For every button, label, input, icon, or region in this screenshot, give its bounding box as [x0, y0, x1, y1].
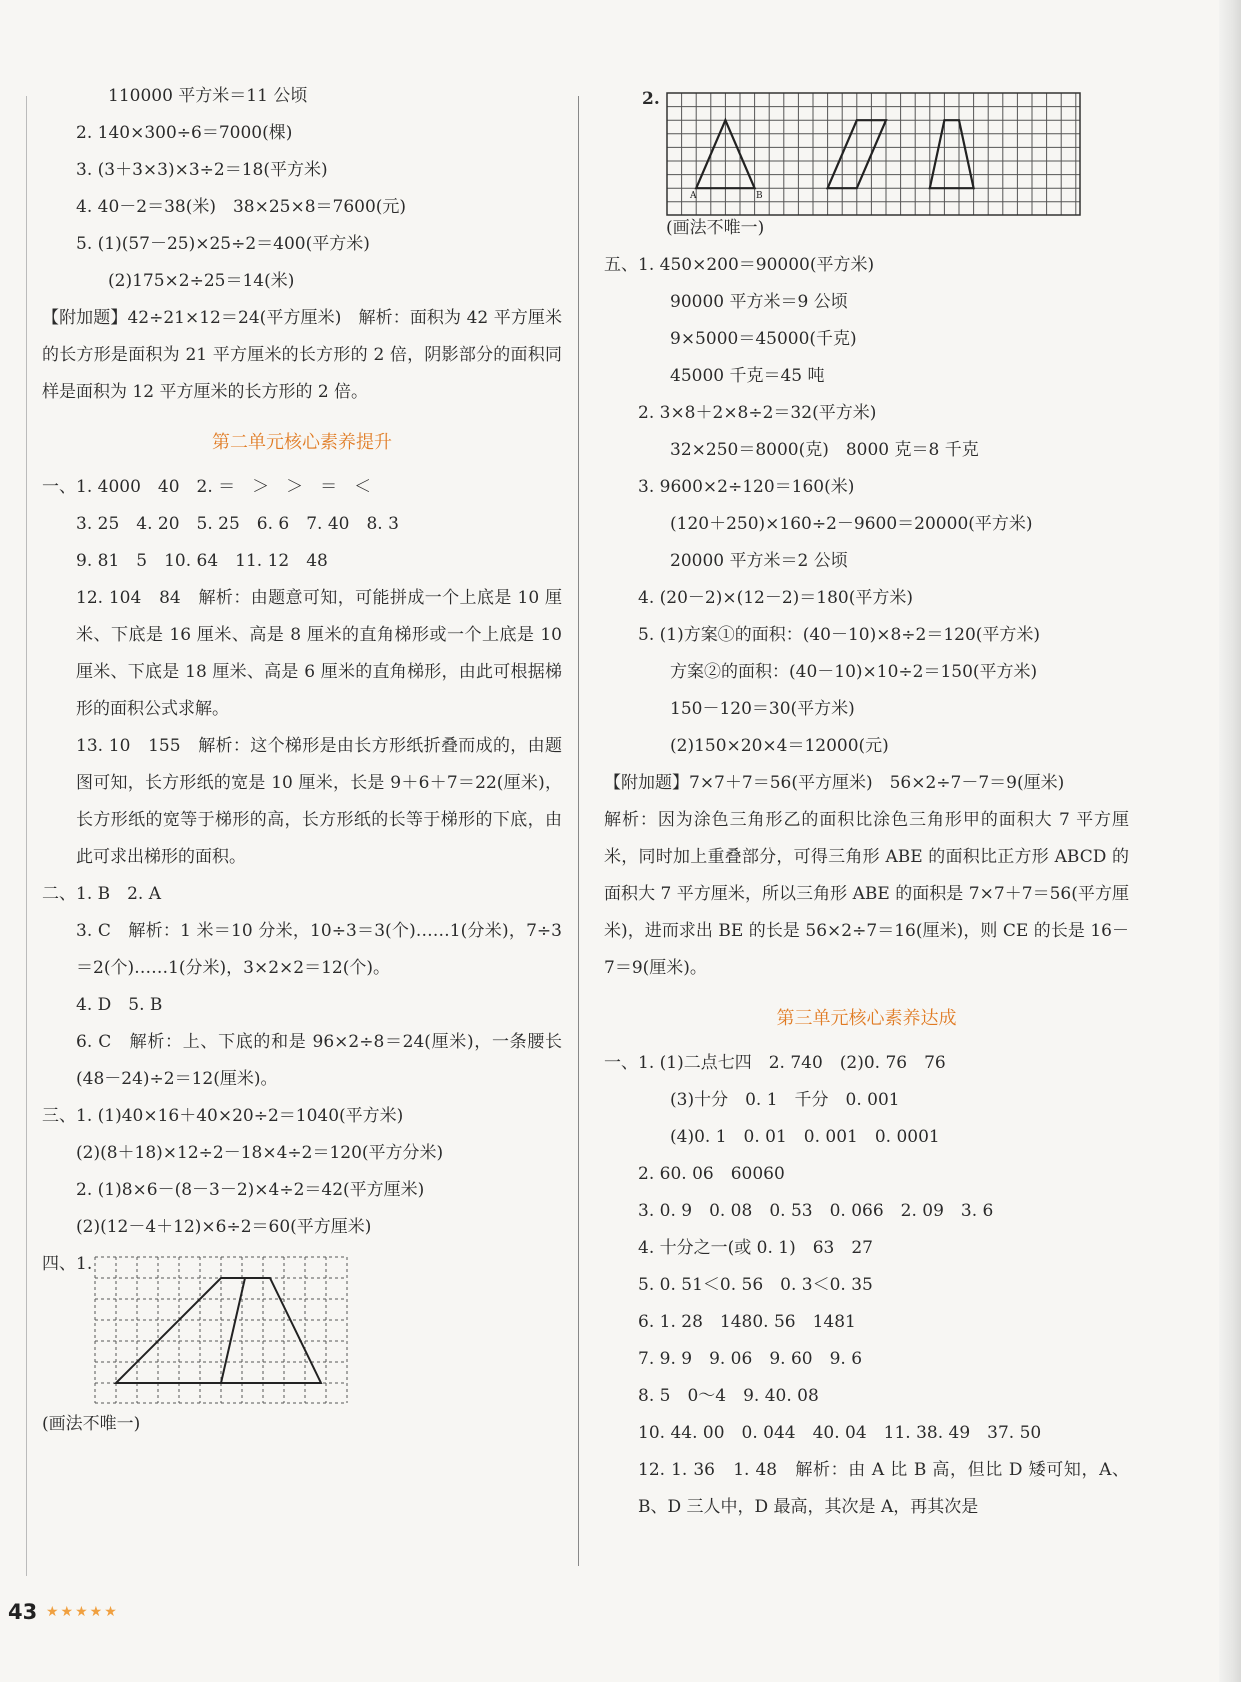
answer-line: 45000 千克＝45 吨 — [670, 366, 825, 386]
answer-line: 3. 9600×2÷120＝160(米) — [638, 477, 855, 497]
answer-line: 2. 140×300÷6＝7000(棵) — [76, 123, 293, 143]
trapezoid-figure — [42, 1246, 562, 1406]
answer-line: 20000 平方米＝2 公顷 — [670, 551, 848, 571]
answer-line: 10. 44. 00 0. 044 40. 04 11. 38. 49 37. 50 — [638, 1423, 1042, 1443]
bonus-question: 【附加题】7×7＋7＝56(平方厘米) 56×2÷7－7＝9(厘米) — [604, 773, 1065, 793]
answer-line: 32×250＝8000(克) 8000 克＝8 千克 — [670, 440, 979, 460]
bonus-question: 【附加题】42÷21×12＝24(平方厘米) 解析：面积为 42 平方厘米的长方形是面积为 21 平方厘米的长方形的 2 倍，阴影部分的面积同样是面积为 12 平方厘米的长方形的 2 倍。 — [42, 308, 562, 402]
right-column — [604, 78, 1129, 1526]
answer-line: 2. (1)8×6－(8－3－2)×4÷2＝42(平方厘米) — [76, 1180, 425, 1200]
grid-figure — [604, 78, 1129, 210]
answer-line: 3. 25 4. 20 5. 25 6. 6 7. 40 8. 3 — [76, 514, 399, 534]
answer-line: 4. (20－2)×(12－2)＝180(平方米) — [638, 588, 914, 608]
answer-line: 3. (3＋3×3)×3÷2＝18(平方米) — [76, 160, 328, 180]
answer-line: 4. D 5. B — [76, 995, 163, 1015]
figure-caption: (画法不唯一) — [42, 1414, 141, 1434]
answer-line: 方案②的面积：(40－10)×10÷2＝150(平方米) — [670, 662, 1038, 682]
point-label-a: A — [690, 191, 697, 201]
answer-line: (2)(8＋18)×12÷2－18×4÷2＝120(平方分米) — [76, 1143, 444, 1163]
difficulty-stars — [46, 1604, 119, 1620]
answer-line: (2)(12－4＋12)×6÷2＝60(平方厘米) — [76, 1217, 372, 1237]
solid-grid-shapes — [666, 92, 1086, 218]
answer-line: 2. 3×8＋2×8÷2＝32(平方米) — [638, 403, 877, 423]
question-label: 四、1. — [42, 1254, 93, 1274]
answer-paragraph: 12. 104 84 解析：由题意可知，可能拼成一个上底是 10 厘米、下底是 16 厘米、高是 8 厘米的直角梯形或一个上底是 10 厘米、下底是 18 厘米、高是 6 厘米的直角梯形，由此可根据梯形的面积公式求解。 — [76, 588, 562, 719]
answer-line: 2. 60. 06 60060 — [638, 1164, 785, 1184]
answer-line: 5. 0. 51＜0. 56 0. 3＜0. 35 — [638, 1275, 873, 1295]
answer-line: (3)十分 0. 1 千分 0. 001 — [670, 1090, 900, 1110]
answer-line: 8. 5 0～4 9. 40. 08 — [638, 1386, 819, 1406]
answer-line: 五、1. 450×200＝90000(平方米) — [604, 255, 875, 275]
dashed-grid-trapezoid — [94, 1256, 349, 1406]
answer-line: 110000 平方米＝11 公顷 — [108, 86, 308, 106]
column-divider — [578, 96, 579, 1566]
answer-paragraph: 12. 1. 36 1. 48 解析：由 A 比 B 高，但比 D 矮可知，A、B、D 三人中，D 最高，其次是 A，再其次是 — [638, 1460, 1129, 1517]
explanation-paragraph: 解析：因为涂色三角形乙的面积比涂色三角形甲的面积大 7 平方厘米，同时加上重叠部分，可得三角形 ABE 的面积比正方形 ABCD 的面积大 7 平方厘米，所以三角形 ABE 的面积是 7×7＋7＝56(平方厘米)，进而求出 BE 的长是 56×2÷7＝16(厘米)，则 CE 的长是 16－7＝9(厘米)。 — [604, 810, 1129, 978]
page-edge-shadow — [1219, 0, 1241, 1682]
answer-line: 二、1. B 2. A — [42, 884, 162, 904]
page-number: 43 — [8, 1600, 38, 1624]
answer-paragraph: 3. C 解析：1 米＝10 分米，10÷3＝3(个)……1(分米)，7÷3＝2(个)……1(分米)，3×2×2＝12(个)。 — [76, 921, 562, 978]
left-column — [42, 78, 562, 1443]
point-label-b: B — [756, 191, 763, 201]
answer-line: 3. 0. 9 0. 08 0. 53 0. 066 2. 09 3. 6 — [638, 1201, 994, 1221]
answer-paragraph: 6. C 解析：上、下底的和是 96×2÷8＝24(厘米)，一条腰长(48－24)÷2＝12(厘米)。 — [76, 1032, 562, 1089]
answer-line: 90000 平方米＝9 公顷 — [670, 292, 848, 312]
answer-line: (2)150×20×4＝12000(元) — [670, 736, 889, 756]
answer-line: (4)0. 1 0. 01 0. 001 0. 0001 — [670, 1127, 940, 1147]
figure-caption: (画法不唯一) — [666, 218, 765, 238]
answer-line: 5. (1)(57－25)×25÷2＝400(平方米) — [76, 234, 370, 254]
answer-paragraph: 13. 10 155 解析：这个梯形是由长方形纸折叠而成的，由题图可知，长方形纸的宽是 10 厘米，长是 9＋6＋7＝22(厘米)，长方形纸的宽等于梯形的高，长方形纸的长等于梯形的下底，由此可求出梯形的面积。 — [76, 736, 562, 867]
answer-line: (120＋250)×160÷2－9600＝20000(平方米) — [670, 514, 1033, 534]
section-heading: 第三单元核心素养达成 — [776, 1008, 957, 1029]
section-heading: 第二单元核心素养提升 — [212, 432, 392, 453]
answer-line: 4. 十分之一(或 0. 1) 63 27 — [638, 1238, 873, 1258]
answer-line: 9. 81 5 10. 64 11. 12 48 — [76, 551, 328, 571]
answer-line: 6. 1. 28 1480. 56 1481 — [638, 1312, 856, 1332]
answer-line: (2)175×2÷25＝14(米) — [108, 271, 295, 291]
question-label: 2. — [642, 89, 660, 109]
answer-line: 一、1. 4000 40 2. ＝ ＞ ＞ ＝ ＜ — [42, 477, 372, 497]
answer-line: 9×5000＝45000(千克) — [670, 329, 857, 349]
answer-line: 5. (1)方案①的面积：(40－10)×8÷2＝120(平方米) — [638, 625, 1041, 645]
answer-line: 一、1. (1)二点七四 2. 740 (2)0. 76 76 — [604, 1053, 946, 1073]
left-margin-line — [26, 96, 27, 1576]
star-rating: ★★★★★ — [46, 1604, 119, 1620]
answer-line: 三、1. (1)40×16＋40×20÷2＝1040(平方米) — [42, 1106, 404, 1126]
answer-line: 150－120＝30(平方米) — [670, 699, 855, 719]
answer-line: 4. 40－2＝38(米) 38×25×8＝7600(元) — [76, 197, 407, 217]
answer-line: 7. 9. 9 9. 06 9. 60 9. 6 — [638, 1349, 863, 1369]
